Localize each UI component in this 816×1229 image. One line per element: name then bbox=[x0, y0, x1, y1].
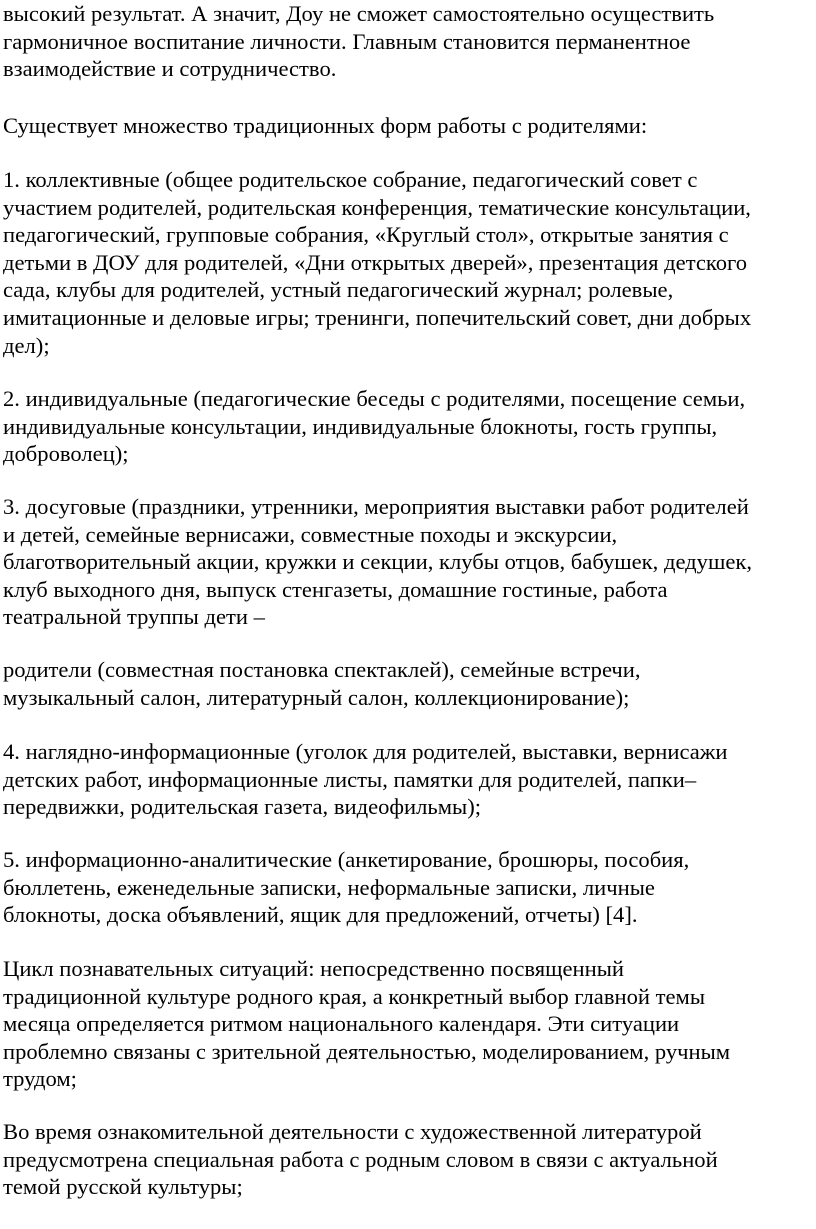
paragraph-collective-forms: 1. коллективные (общее родительское собрание, педагогический совет с участием родителей, родительская конференция, тематические консультации, педагогический, групповые собрания, «Круглый стол», открытые занятия с детьми в ДОУ для родителей, «Дни открытых дверей», презентация детского сада, клубы для родителей, устный педагогический журнал; ролевые, имитационные и деловые игры; тренинги, попечительский совет, дни добрых дел); bbox=[3, 167, 752, 358]
paragraph-visual-info-forms: 4. наглядно-информационные (уголок для родителей, выставки, вернисажи детских работ, информационные листы, памятки для родителей, папки– передвижки, родительская газета, видеофильмы); bbox=[3, 739, 728, 820]
paragraph-literature-activity: Во время ознакомительной деятельности с художественной литературой предусмотрена специальная работа с родным словом в связи с актуальной темой русской культуры; bbox=[3, 1119, 718, 1200]
paragraph-leisure-forms: 3. досуговые (праздники, утренники, мероприятия выставки работ родителей и детей, семейные вернисажи, совместные походы и экскурсии, благотворительный акции, кружки и секции, клубы отцов, бабушек, дедушек, клуб выходного дня, выпуск стенгазеты, домашние гостиные, работа театральной труппы дети – bbox=[3, 494, 753, 630]
paragraph-analytical-forms: 5. информационно-аналитические (анкетирование, брошюры, пособия, бюллетень, еженедельные записки, неформальные записки, личные блокноты, доска объявлений, ящик для предложений, отчеты) [4]. bbox=[3, 847, 690, 928]
paragraph-intro-continuation: высокий результат. А значит, Доу не сможет самостоятельно осуществить гармоничное воспитание личности. Главным становится перманентное взаимодействие и сотрудничество. bbox=[3, 1, 715, 82]
paragraph-forms-intro: Существует множество традиционных форм работы с родителями: bbox=[3, 113, 648, 138]
paragraph-individual-forms: 2. индивидуальные (педагогические беседы с родителями, посещение семьи, индивидуальные консультации, индивидуальные блокноты, гость группы, доброволец); bbox=[3, 386, 746, 467]
paragraph-leisure-forms-continued: родители (совместная постановка спектаклей), семейные встречи, музыкальный салон, литературный салон, коллекционирование); bbox=[3, 657, 641, 710]
paragraph-cognitive-situations: Цикл познавательных ситуаций: непосредственно посвященный традиционной культуре родного края, а конкретный выбор главной темы месяца определяется ритмом национального календаря. Эти ситуации проблемно связаны с зрительной деятельностью, моделированием, ручным трудом; bbox=[3, 956, 731, 1092]
